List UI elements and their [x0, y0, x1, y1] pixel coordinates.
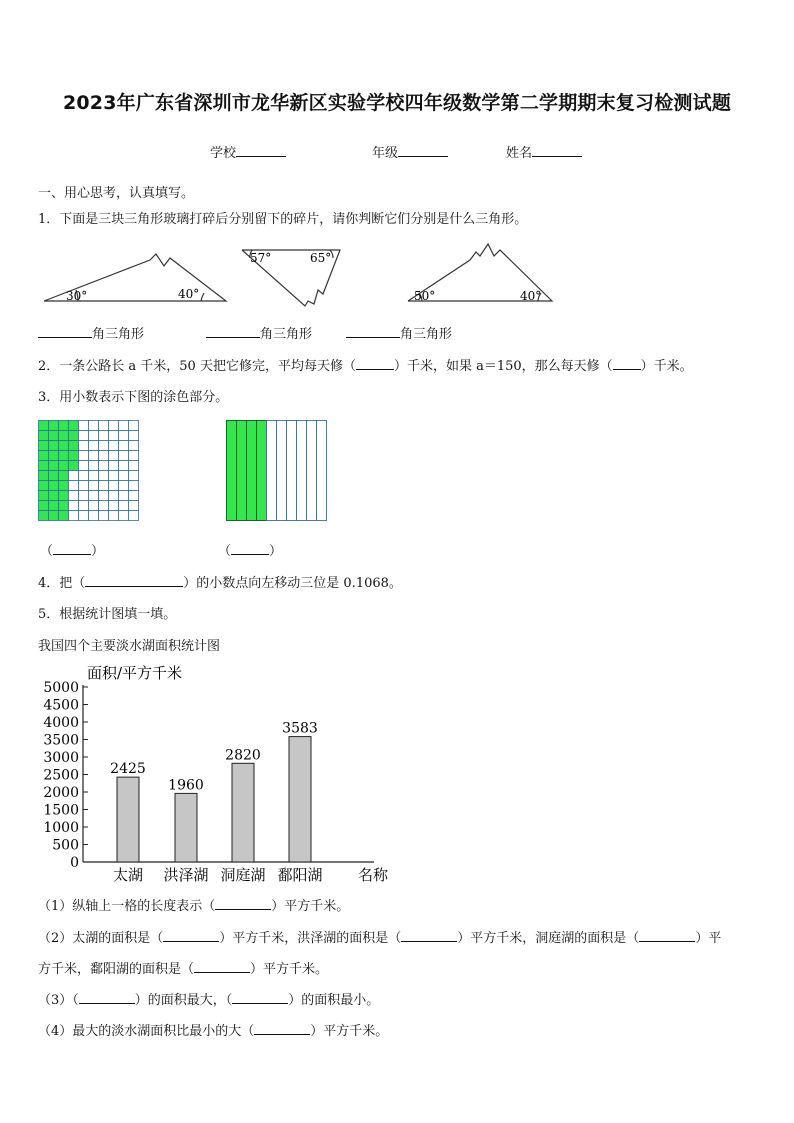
grid-square: [109, 501, 119, 511]
school-field: [210, 142, 286, 161]
grid-square: [89, 481, 99, 491]
s1-blank[interactable]: [215, 897, 271, 910]
shaded-square: [69, 421, 79, 431]
bar-value-label: 2820: [225, 747, 261, 764]
s2-text-e: 方千米，鄱阳湖的面积是（: [38, 962, 195, 977]
bar-4: [289, 737, 311, 862]
grid-square: [119, 511, 129, 521]
q4-text-2: ）的小数点向左移动三位是 0.1068。: [183, 576, 402, 591]
shaded-square: [39, 421, 49, 431]
grid-square: [99, 491, 109, 501]
s4-text-b: ）平方千米。: [310, 1024, 389, 1039]
category-label: 洪泽湖: [163, 866, 209, 884]
grid-square: [109, 491, 119, 501]
shaded-square: [49, 511, 59, 521]
y-tick-label: 0: [70, 855, 79, 871]
q1-blank-1[interactable]: [38, 325, 92, 338]
s2-blank-2[interactable]: [401, 929, 457, 942]
s2-blank-3[interactable]: [639, 929, 695, 942]
name-field: [506, 142, 582, 161]
shard-1-angle-a: 30°: [66, 289, 88, 303]
grid-strip: [307, 421, 317, 521]
grid-square: [99, 461, 109, 471]
q1-blank-2[interactable]: [206, 325, 260, 338]
shaded-square: [49, 441, 59, 451]
q2-blank-2[interactable]: [613, 357, 641, 370]
chart-x-axis-label: 名称: [358, 866, 389, 884]
grid-square: [129, 441, 139, 451]
name-blank[interactable]: [532, 144, 582, 157]
shaded-strip: [247, 421, 257, 521]
grid-square: [79, 471, 89, 481]
q1-suffix-3: 角三角形: [400, 327, 453, 342]
shard-1-angle-b: 40°: [178, 287, 200, 301]
y-tick-label: 3000: [43, 750, 79, 766]
grid-strip: [297, 421, 307, 521]
shaded-square: [39, 491, 49, 501]
grid-square: [109, 471, 119, 481]
lake-area-bar-chart: [38, 660, 398, 888]
grade-blank[interactable]: [398, 144, 448, 157]
bar-value-label: 2425: [110, 761, 146, 778]
grid-square: [119, 501, 129, 511]
shaded-square: [39, 441, 49, 451]
grid-square: [129, 471, 139, 481]
grid-square: [109, 451, 119, 461]
q3-blank-1[interactable]: [53, 542, 91, 555]
subquestion-3: [38, 989, 379, 1008]
shaded-square: [59, 441, 69, 451]
s3-text-a: （3）（: [38, 993, 79, 1008]
bar-value-label: 1960: [168, 777, 204, 794]
y-tick-label: 4000: [43, 715, 79, 731]
shaded-square: [59, 481, 69, 491]
grid-square: [69, 501, 79, 511]
q3-answer-2: [218, 540, 282, 559]
shaded-square: [39, 471, 49, 481]
chart-y-axis-label: 面积/平方千米: [87, 664, 183, 682]
s2-text-c: ）平方千米，洞庭湖的面积是（: [457, 931, 640, 946]
subquestion-1: [38, 895, 349, 914]
grid-square: [129, 501, 139, 511]
grid-square: [89, 511, 99, 521]
grid-square: [79, 461, 89, 471]
grid-square: [119, 451, 129, 461]
shaded-square: [49, 471, 59, 481]
grid-square: [99, 441, 109, 451]
shaded-square: [39, 511, 49, 521]
y-tick-label: 4500: [43, 697, 79, 714]
grid-square: [109, 481, 119, 491]
q2-text-1: 2．一条公路长 a 千米，50 天把它修完，平均每天修（: [38, 359, 356, 374]
shard-2-angle-b: 65°: [310, 251, 332, 265]
y-tick-label: 1000: [43, 820, 79, 836]
q1-suffix-2: 角三角形: [260, 327, 313, 342]
grid-square: [79, 501, 89, 511]
question-3-text: 3．用小数表示下图的涂色部分。: [38, 390, 229, 405]
grid-square: [119, 481, 129, 491]
subquestion-4: [38, 1020, 388, 1039]
grid-square: [119, 461, 129, 471]
hundred-grid-1: [38, 420, 139, 521]
q2-text-3: ）千米。: [640, 359, 693, 374]
y-tick-label: 5000: [43, 680, 79, 696]
grid-square: [129, 491, 139, 501]
grid-strip: [267, 421, 277, 521]
q3-open-1: （: [40, 544, 54, 559]
s2-text-b: ）平方千米，洪泽湖的面积是（: [219, 931, 402, 946]
grid-square: [109, 431, 119, 441]
grid-square: [119, 441, 129, 451]
q4-blank[interactable]: [85, 574, 183, 587]
q3-answer-1: [40, 540, 104, 559]
grid-square: [119, 491, 129, 501]
category-label: 洞庭湖: [220, 866, 266, 884]
q1-answer-1: [38, 323, 144, 342]
grid-square: [69, 471, 79, 481]
y-tick-label: 500: [52, 837, 79, 854]
category-label: 鄱阳湖: [277, 866, 323, 884]
shaded-square: [39, 431, 49, 441]
grid-square: [69, 511, 79, 521]
y-tick-label: 1500: [43, 802, 79, 819]
shaded-square: [59, 461, 69, 471]
grid-square: [129, 431, 139, 441]
s2-text-a: （2）太湖的面积是（: [38, 931, 164, 946]
grid-square: [109, 421, 119, 431]
grid-strip: [277, 421, 287, 521]
grid-square: [79, 481, 89, 491]
grid-square: [79, 511, 89, 521]
q3-blank-2[interactable]: [231, 542, 269, 555]
grid-square: [79, 451, 89, 461]
grid-square: [109, 461, 119, 471]
shaded-square: [49, 421, 59, 431]
grid-square: [79, 431, 89, 441]
grid-square: [89, 441, 99, 451]
bar-3: [232, 763, 254, 862]
shaded-strip: [227, 421, 237, 521]
shaded-square: [69, 431, 79, 441]
q1-blank-3[interactable]: [346, 325, 400, 338]
s2-blank-4[interactable]: [194, 960, 250, 973]
grid-square: [99, 511, 109, 521]
shaded-square: [59, 451, 69, 461]
q1-answer-2: [206, 323, 312, 342]
shaded-square: [59, 491, 69, 501]
page-title: 2023年广东省深圳市龙华新区实验学校四年级数学第二学期期末复习检测试题: [62, 92, 732, 114]
q4-text-1: 4．把（: [38, 576, 86, 591]
grid-square: [129, 451, 139, 461]
grade-label: 年级: [372, 146, 399, 161]
bar-2: [175, 793, 197, 862]
shaded-square: [49, 461, 59, 471]
bar-value-label: 3583: [282, 720, 318, 737]
q2-text-2: ）千米，如果 a＝150，那么每天修（: [393, 359, 613, 374]
s1-text-b: ）平方千米。: [271, 899, 350, 914]
q1-suffix-1: 角三角形: [92, 327, 145, 342]
s2-text-d: ）平: [695, 931, 722, 946]
y-tick-label: 2000: [43, 785, 79, 801]
q3-close-1: ）: [91, 544, 105, 559]
grid-strip: [287, 421, 297, 521]
shaded-square: [39, 501, 49, 511]
q1-answer-3: [346, 323, 452, 342]
shaded-square: [69, 461, 79, 471]
grid-square: [99, 451, 109, 461]
grid-square: [79, 421, 89, 431]
shaded-square: [59, 421, 69, 431]
shaded-square: [49, 491, 59, 501]
grid-square: [99, 481, 109, 491]
s3-blank-1[interactable]: [79, 991, 135, 1004]
grid-square: [119, 421, 129, 431]
question-2: [38, 355, 693, 374]
grid-square: [99, 501, 109, 511]
grid-square: [99, 431, 109, 441]
triangle-shards-figure: [38, 238, 568, 310]
grid-square: [79, 441, 89, 451]
q3-close-2: ）: [269, 544, 283, 559]
grid-square: [79, 491, 89, 501]
s4-blank[interactable]: [254, 1022, 310, 1035]
grid-square: [99, 471, 109, 481]
grid-square: [89, 501, 99, 511]
school-blank[interactable]: [236, 144, 286, 157]
shaded-square: [39, 461, 49, 471]
grid-square: [109, 511, 119, 521]
shaded-square: [59, 511, 69, 521]
question-5-text: 5．根据统计图填一填。: [38, 607, 177, 622]
shaded-square: [39, 481, 49, 491]
grid-square: [99, 421, 109, 431]
grid-square: [129, 461, 139, 471]
grid-square: [69, 481, 79, 491]
grid-square: [119, 471, 129, 481]
subquestion-2-line1: [38, 927, 721, 946]
grid-square: [119, 431, 129, 441]
shard-3-angle-a: 50°: [414, 289, 436, 303]
y-tick-label: 3500: [43, 732, 79, 749]
q2-blank-1[interactable]: [356, 357, 394, 370]
q3-open-2: （: [218, 544, 232, 559]
s2-blank-1[interactable]: [163, 929, 219, 942]
shaded-square: [49, 501, 59, 511]
shaded-square: [59, 501, 69, 511]
shaded-square: [49, 451, 59, 461]
s3-text-b: ）的面积最大，（: [134, 993, 233, 1008]
grid-square: [69, 491, 79, 501]
shard-3-angle-b: 40°: [520, 289, 542, 303]
grid-square: [89, 431, 99, 441]
bar-1: [117, 777, 139, 862]
grid-strip: [317, 421, 327, 521]
question-1-text: 1．下面是三块三角形玻璃打碎后分别留下的碎片，请你判断它们分别是什么三角形。: [38, 212, 528, 227]
section-heading: 一、用心思考，认真填写。: [38, 186, 195, 201]
grid-square: [89, 421, 99, 431]
s1-text-a: （1）纵轴上一格的长度表示（: [38, 899, 216, 914]
s3-text-c: ）的面积最小。: [288, 993, 380, 1008]
s4-text-a: （4）最大的淡水湖面积比最小的大（: [38, 1024, 255, 1039]
grid-square: [129, 511, 139, 521]
name-label: 姓名: [506, 146, 533, 161]
tenths-strip-grid-2: [226, 420, 327, 521]
shaded-square: [49, 431, 59, 441]
shaded-strip: [237, 421, 247, 521]
shaded-square: [69, 451, 79, 461]
s3-blank-2[interactable]: [232, 991, 288, 1004]
grid-square: [89, 491, 99, 501]
shard-2-angle-a: 57°: [250, 251, 272, 265]
grid-square: [89, 461, 99, 471]
shaded-strip: [257, 421, 267, 521]
chart-caption: 我国四个主要淡水湖面积统计图: [38, 639, 221, 654]
subquestion-2-line2: [38, 958, 328, 977]
grid-square: [109, 441, 119, 451]
y-tick-label: 2500: [43, 767, 79, 784]
shaded-square: [49, 481, 59, 491]
grid-square: [89, 471, 99, 481]
grid-square: [129, 481, 139, 491]
shaded-square: [69, 441, 79, 451]
grade-field: [372, 142, 448, 161]
shaded-square: [39, 451, 49, 461]
grid-square: [89, 451, 99, 461]
shaded-square: [59, 471, 69, 481]
question-4: [38, 572, 402, 591]
shaded-square: [59, 431, 69, 441]
s2-text-f: ）平方千米。: [250, 962, 329, 977]
category-label: 太湖: [112, 866, 144, 884]
grid-square: [129, 421, 139, 431]
school-label: 学校: [210, 146, 237, 161]
